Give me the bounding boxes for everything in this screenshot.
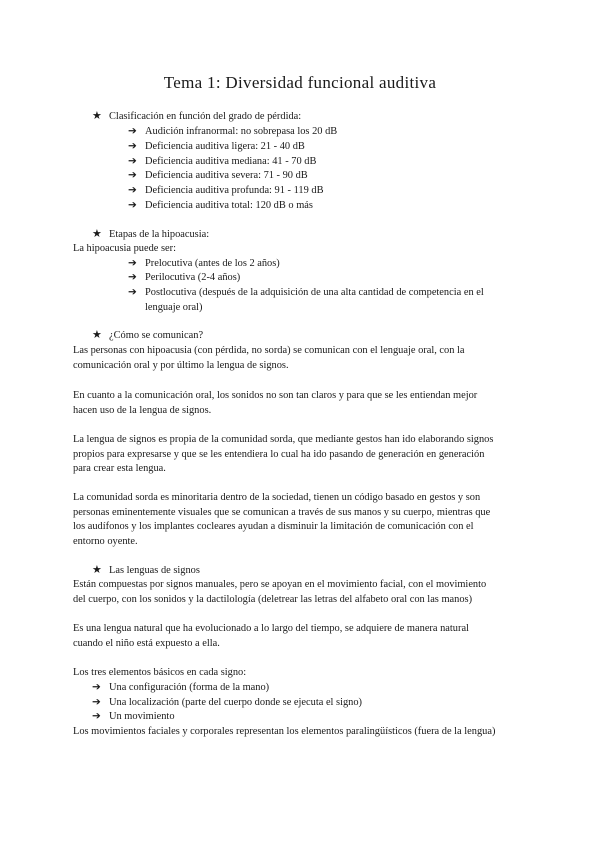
paragraph-line: Las personas con hipoacusia (con pérdida, no sorda) se comunican con el lenguaje oral, con la — [73, 345, 465, 356]
arrow-bullet-icon: ➔ — [128, 258, 137, 269]
paragraph-line: La comunidad sorda es minoritaria dentro de la sociedad, tienen un código basado en gestos y son — [73, 492, 481, 503]
list-item: Deficiencia auditiva ligera: 21 - 40 dB — [145, 141, 305, 152]
arrow-bullet-icon: ➔ — [128, 200, 137, 211]
section-heading: Las lenguas de signos — [109, 565, 200, 576]
paragraph-line: para crear esta lengua. — [73, 463, 166, 474]
list-item: Audición infranormal: no sobrepasa los 20 dB — [145, 126, 338, 137]
paragraph-line: Es una lengua natural que ha evolucionado a lo largo del tiempo, se adquiere de manera natural — [73, 623, 469, 634]
list-item: Deficiencia auditiva profunda: 91 - 119 dB — [145, 185, 324, 196]
list-item: Un movimiento — [109, 711, 175, 722]
paragraph-line: Están compuestas por signos manuales, pero se apoyan en el movimiento facial, con el movimiento — [73, 579, 487, 590]
list-item-continuation: lenguaje oral) — [145, 302, 203, 313]
star-bullet-icon: ★ — [92, 329, 102, 341]
arrow-bullet-icon: ➔ — [128, 287, 137, 298]
paragraph: La hipoacusia puede ser: — [73, 243, 176, 254]
list-item: Prelocutiva (antes de los 2 años) — [145, 258, 280, 269]
arrow-bullet-icon: ➔ — [128, 141, 137, 152]
page-title: Tema 1: Diversidad funcional auditiva — [163, 73, 437, 92]
star-bullet-icon: ★ — [92, 564, 102, 576]
star-bullet-icon: ★ — [92, 228, 102, 240]
list-item: Una localización (parte del cuerpo donde se ejecuta el signo) — [109, 697, 363, 708]
arrow-bullet-icon: ➔ — [128, 185, 137, 196]
star-bullet-icon: ★ — [92, 110, 102, 122]
paragraph-line: comunicación oral y por último la lengua de signos. — [73, 360, 289, 371]
arrow-bullet-icon: ➔ — [128, 170, 137, 181]
arrow-bullet-icon: ➔ — [92, 682, 101, 693]
paragraph-line: personas eminentemente visuales que se comunican a través de sus manos y su cuerpo, mientras que — [73, 507, 491, 518]
list-item: Una configuración (forma de la mano) — [109, 682, 270, 693]
paragraph-line: hacen uso de la lengua de signos. — [73, 405, 212, 416]
section-heading: ¿Cómo se comunican? — [109, 330, 204, 341]
paragraph: Los movimientos faciales y corporales representan los elementos paralingüísticos (fuera de la lengua) — [73, 726, 496, 737]
paragraph: Los tres elementos básicos en cada signo: — [73, 667, 247, 678]
arrow-bullet-icon: ➔ — [128, 272, 137, 283]
section-heading: Clasificación en función del grado de pérdida: — [109, 111, 302, 122]
paragraph-line: entorno oyente. — [73, 536, 138, 547]
list-item: Deficiencia auditiva mediana: 41 - 70 dB — [145, 156, 317, 167]
arrow-bullet-icon: ➔ — [92, 697, 101, 708]
paragraph-line: La lengua de signos es propia de la comunidad sorda, que mediante gestos han ido elaborando signos — [73, 434, 494, 445]
list-item: Deficiencia auditiva total: 120 dB o más — [145, 200, 313, 211]
arrow-bullet-icon: ➔ — [128, 156, 137, 167]
list-item: Postlocutiva (después de la adquisición de una alta cantidad de competencia en el — [145, 287, 484, 298]
list-item: Perilocutiva (2-4 años) — [145, 272, 241, 283]
paragraph-line: propios para expresarse y que se les entendiera lo cual ha ido pasando de generación en generación — [73, 449, 485, 460]
arrow-bullet-icon: ➔ — [128, 126, 137, 137]
arrow-bullet-icon: ➔ — [92, 711, 101, 722]
paragraph-line: del cuerpo, con los sonidos y la dactilología (deletrear las letras del alfabeto oral con las manos) — [73, 594, 473, 605]
list-item: Deficiencia auditiva severa: 71 - 90 dB — [145, 170, 308, 181]
section-heading: Etapas de la hipoacusia: — [109, 229, 210, 240]
paragraph-line: En cuanto a la comunicación oral, los sonidos no son tan claros y para que se les entiendan mejor — [73, 390, 478, 401]
paragraph-line: los audífonos y los implantes cocleares ayudan a disminuir la limitación de comunicación con el — [73, 521, 474, 532]
paragraph-line: cuando el niño está expuesto a ella. — [73, 638, 220, 649]
